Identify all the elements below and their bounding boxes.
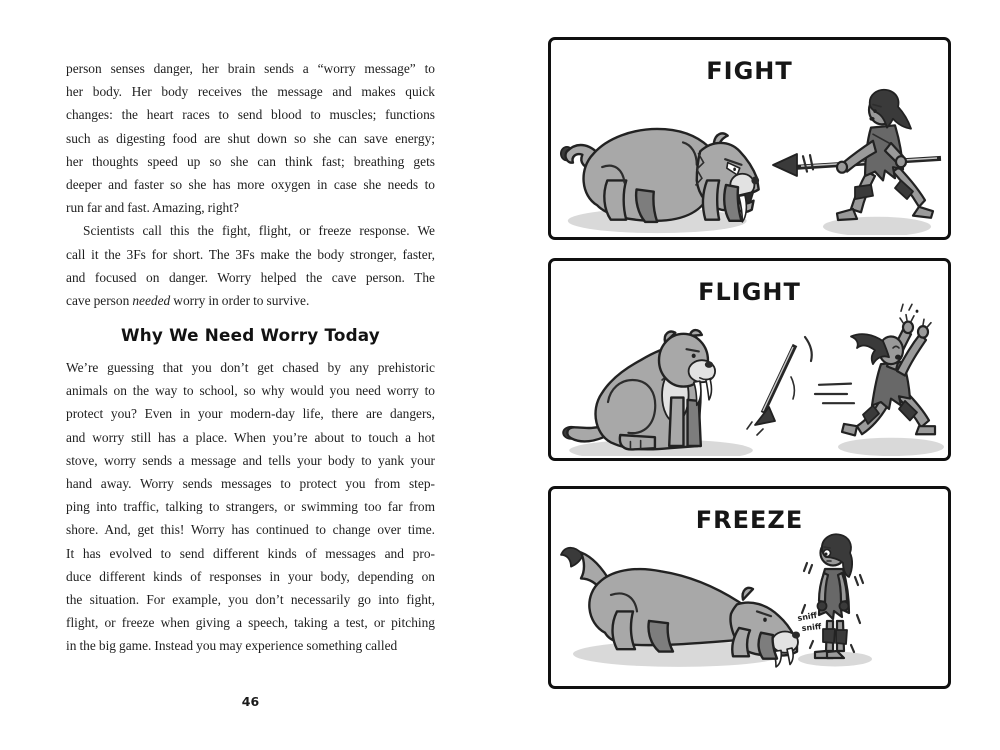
panel-title-flight: FLIGHT: [698, 278, 801, 306]
text-line: shore. And, get this! Worry has continued to change over time.: [66, 522, 435, 538]
text-line: Scientists call this the fight, flight, or freeze response. We: [83, 223, 435, 239]
sabertooth-tiger-sitting: [563, 330, 753, 456]
text-line: We’re guessing that you don’t get chased by any prehistoric: [66, 360, 435, 376]
text-line: stove, worry sends a message and tells your body to yank your: [66, 452, 435, 468]
text-line: protect you? Even in your modern-day life, there are dangers,: [66, 406, 435, 422]
dropped-spear: [747, 337, 812, 435]
section-heading: Why We Need Worry Today: [121, 325, 380, 346]
text-line: changes: the heart races to send blood to muscles; functions: [66, 107, 435, 123]
paragraph-2: [66, 219, 435, 312]
cave-girl-running: [815, 304, 944, 456]
text-line: her body. Her body receives the message and makes quick: [66, 84, 435, 100]
text-line: person senses danger, her brain sends a “worry message” to: [66, 61, 435, 76]
panel-flight: [548, 258, 951, 461]
page-number: 46: [241, 694, 260, 709]
text-line: duce different kinds of responses in your body, depending on: [66, 568, 435, 584]
freeze-illustration: [551, 529, 948, 684]
text-line: ping into traffic, talking to strangers, or swimming too far from: [66, 499, 435, 515]
text-line: animals on the way to school, so why would you need worry to: [66, 383, 435, 399]
flight-illustration: [551, 301, 948, 456]
text-line: flight, or freeze when giving a speech, taking a test, or pitching: [66, 615, 435, 631]
panel-title-freeze: FREEZE: [695, 506, 804, 534]
text-line: It has evolved to send different kinds of messages and pro-: [66, 545, 435, 561]
paragraph-3: [66, 356, 435, 657]
panel-title-fight: FIGHT: [706, 57, 793, 85]
text-line: in the big game. Instead you may experience something called: [66, 638, 398, 654]
svg-text:sniff: sniff: [801, 621, 822, 633]
cave-girl-frozen: [798, 534, 872, 666]
svg-text:sniff: sniff: [796, 610, 818, 623]
text-line: and worry still has a place. When you’re about to touch a hot: [66, 429, 435, 445]
sabertooth-tiger-stalking: [561, 129, 759, 233]
text-line: deeper and faster so she has more oxygen in case she needs to: [66, 176, 435, 192]
text-line: and focused on danger. Worry helped the cave person. The: [66, 269, 435, 285]
text-line: hand away. Worry sends messages to protect you from step-: [66, 476, 435, 491]
text-line: call it the 3Fs for short. The 3Fs make the body stronger, faster,: [66, 246, 435, 262]
paragraph-1: [66, 57, 435, 219]
panel-fight: [548, 37, 951, 240]
cave-girl-fighting: [773, 90, 941, 235]
text-line: her thoughts speed up so she can think fast; breathing gets: [66, 153, 435, 169]
panel-freeze: [548, 486, 951, 689]
text-line: cave person needed worry in order to survive.: [66, 292, 310, 308]
fight-illustration: [551, 80, 948, 235]
left-page-text-column: [66, 57, 435, 658]
text-line: the situation. For example, you don’t necessarily go into fight,: [66, 591, 435, 607]
sabertooth-tiger-sniffing: [561, 548, 800, 667]
text-line: such as digesting food are shut down so she can save energy;: [66, 130, 435, 146]
text-line: run far and fast. Amazing, right?: [66, 200, 239, 216]
